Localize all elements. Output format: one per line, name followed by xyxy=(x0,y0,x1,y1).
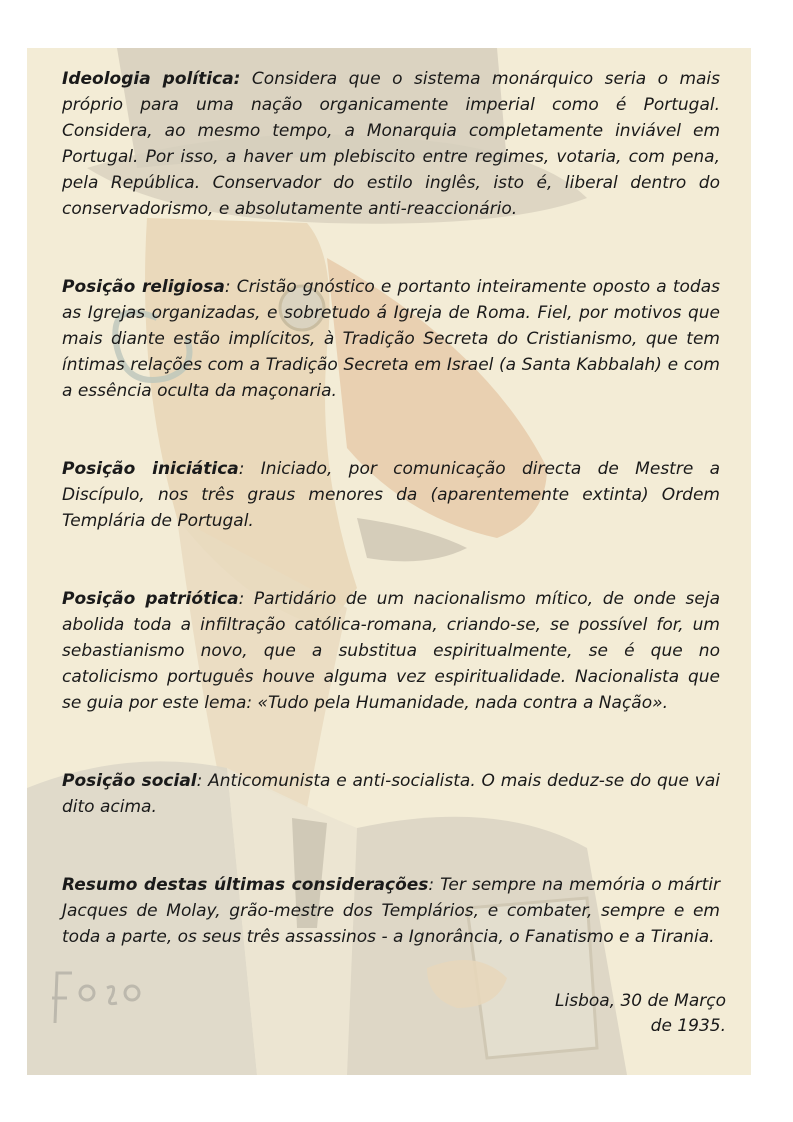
section-text: Considera que o sistema monárquico seria o mais próprio para uma nação organicamente imperial como é Portugal. Considera, ao mesmo tempo, a Monarquia completamente inviável em Portugal. Por isso, a haver um plebiscito entre regimes, votaria, com pena, pela República. Conservador do estilo inglês, isto é, liberal dentro do conservadorismo, e absolutamente anti-reaccionário. xyxy=(62,69,721,219)
section-label: Ideologia política: xyxy=(62,69,241,89)
section-initiatic-position xyxy=(62,456,720,534)
section-text: : Partidário de um nacionalismo mítico, de onde seja abolida toda a infiltração católica-romana, criando-se, se possível for, um sebastianismo novo, que a substitua espiritualmente, se é que no catolicismo português houve alguma vez espiritualidade. Nacionalista que se guia por este lema: «Tudo pela Humanidade, nada contra a Nação». xyxy=(62,589,720,713)
section-label: Posição social xyxy=(62,771,197,791)
section-religious-position xyxy=(62,274,720,404)
place-date-signature xyxy=(555,989,726,1039)
signature-year: de 1935. xyxy=(650,1016,726,1036)
section-text: : Ter sempre na memória o mártir Jacques de Molay, grão-mestre dos Templários, e combater, sempre e em toda a parte, os seus três assassinos - a Ignorância, o Fanatismo e a Tirania. xyxy=(62,875,720,947)
section-social-position xyxy=(62,768,720,820)
section-label: Resumo destas últimas considerações xyxy=(62,875,429,895)
section-text: : Anticomunista e anti-socialista. O mais deduz-se do que vai dito acima. xyxy=(62,771,720,817)
section-text: : Cristão gnóstico e portanto inteiramente oposto a todas as Igrejas organizadas, e sobretudo á Igreja de Roma. Fiel, por motivos que mais diante estão implícitos, à Tradição Secreta do Cristianismo, que tem íntimas relações com a Tradição Secreta em Israel (a Santa Kabbalah) e com a essência oculta da maçonaria. xyxy=(62,277,720,401)
section-patriotic-position xyxy=(62,586,720,716)
section-label: Posição religiosa xyxy=(62,277,225,297)
text-body xyxy=(62,66,720,950)
section-label: Posição patriótica xyxy=(62,589,239,609)
signature-place: Lisboa, 30 de Março xyxy=(555,991,726,1011)
section-summary xyxy=(62,872,720,950)
section-text: : Iniciado, por comunicação directa de Mestre a Discípulo, nos três graus menores da (aparentemente extinta) Ordem Templária de Portugal. xyxy=(62,459,720,531)
section-label: Posição iniciática xyxy=(62,459,239,479)
document-page xyxy=(27,48,751,1075)
section-political-ideology xyxy=(62,66,720,222)
